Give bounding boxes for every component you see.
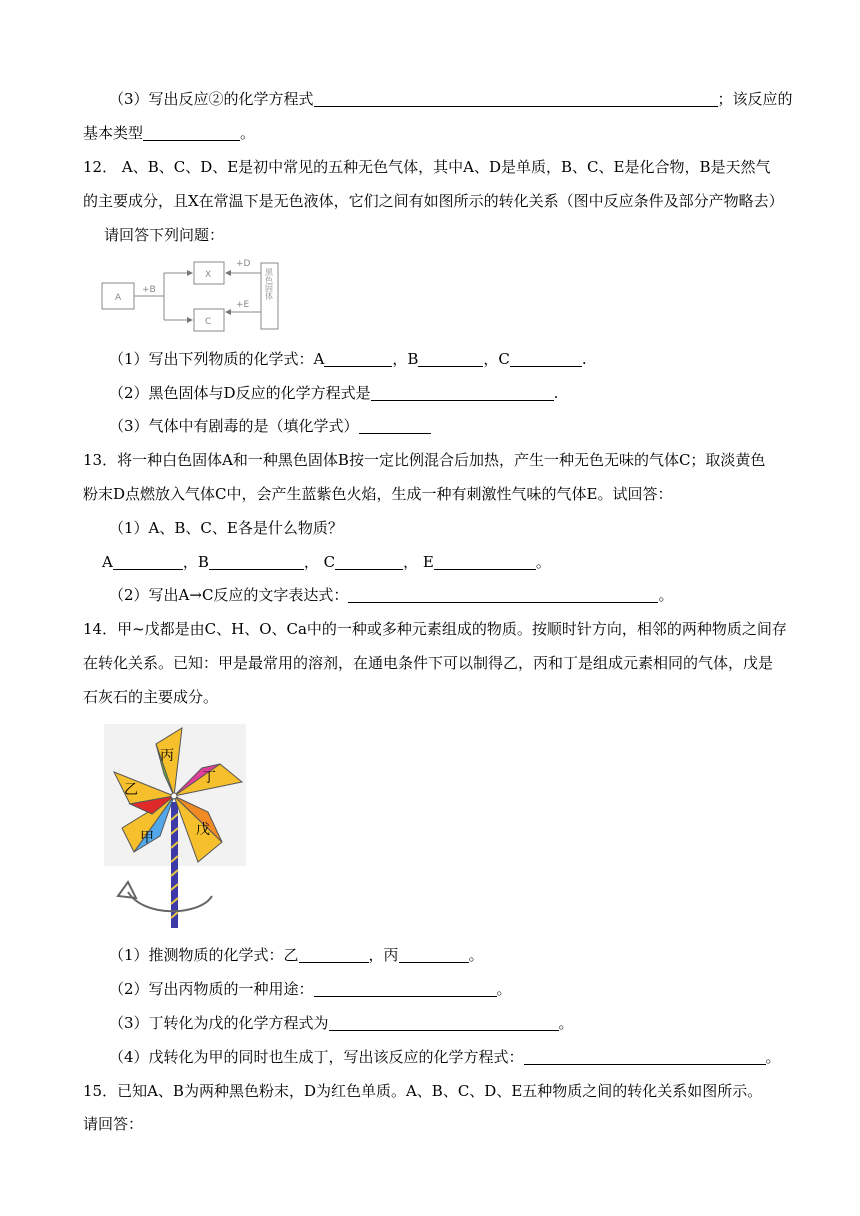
q13-p2	[109, 585, 673, 605]
q14-p1	[109, 945, 484, 965]
q13-answers	[102, 552, 551, 572]
q12-p3	[109, 416, 431, 436]
q14-p4-end: 。	[765, 1048, 781, 1066]
q12-p2-blank[interactable]	[371, 384, 554, 401]
q11-type-end: 。	[240, 124, 256, 142]
q13-p2-blank[interactable]	[348, 586, 658, 603]
q13-p2-end: 。	[658, 586, 674, 604]
q12-p2	[109, 383, 558, 403]
q12-p3-blank[interactable]	[359, 417, 431, 434]
q12-c-label: ，C	[483, 350, 510, 368]
plus-d-label: +D	[236, 259, 251, 269]
q11-part3-tail: ；该反应的	[717, 90, 793, 108]
label-wu: 戊	[196, 822, 210, 838]
label-yi: 乙	[124, 782, 138, 798]
q14-stem-line1: 14．甲~戊都是由C、H、O、Ca中的一种或多种元素组成的物质。按顺时针方向，相邻的两种物质之间存	[83, 620, 787, 638]
box-c-label: C	[205, 317, 212, 327]
q12-conversion-diagram	[98, 250, 288, 334]
q14-p1-text: （1）推测物质的化学式：乙	[109, 946, 299, 964]
q12-c-blank[interactable]	[510, 350, 582, 367]
q14-stem-line3: 石灰石的主要成分。	[83, 688, 219, 706]
q12-p1	[109, 349, 587, 369]
label-ding: 丁	[202, 770, 216, 786]
q13-c-blank[interactable]	[335, 553, 403, 570]
q14-p4-blank[interactable]	[524, 1048, 766, 1065]
q13-a-blank[interactable]	[113, 553, 183, 570]
q13-c-label: ， C	[303, 553, 336, 571]
q14-p2-end: 。	[496, 980, 512, 998]
q14-p1-end: 。	[468, 946, 484, 964]
plus-b-label: +B	[142, 285, 156, 295]
q13-p1: （1）A、B、C、E各是什么物质？	[109, 519, 343, 537]
q12-a-blank[interactable]	[324, 350, 392, 367]
box-a-label: A	[115, 293, 122, 303]
q12-p2-text: （2）黑色固体与D反应的化学方程式是	[109, 384, 371, 402]
label-bing: 丙	[160, 748, 174, 764]
black-solid-label: 黑色固体	[264, 268, 274, 300]
q11-eq-blank[interactable]	[314, 90, 718, 107]
q13-e-label: ， E	[403, 553, 434, 571]
q14-p4-text: （4）戊转化为甲的同时也生成丁，写出该反应的化学方程式：	[109, 1048, 524, 1066]
q13-answers-end: 。	[535, 553, 551, 571]
q11-part3-line2	[83, 123, 255, 143]
q15-stem-line1: 15．已知A、B为两种黑色粉末，D为红色单质。A、B、C、D、E五种物质之间的转化关系如图所示。	[83, 1082, 763, 1100]
q13-p2-text: （2）写出A→C反应的文字表达式：	[109, 586, 349, 604]
q14-yi-blank[interactable]	[299, 946, 369, 963]
q13-b-blank[interactable]	[209, 553, 304, 570]
plus-e-label: +E	[236, 300, 250, 310]
rotation-arrow-icon	[128, 892, 212, 911]
q14-bing-blank[interactable]	[399, 946, 469, 963]
q13-a-label: A	[102, 553, 113, 571]
q14-p1-mid: ，丙	[368, 946, 399, 964]
q14-p2	[109, 979, 512, 999]
q15-stem-line2: 请回答：	[83, 1115, 144, 1133]
q14-p3-end: 。	[558, 1014, 574, 1032]
q12-p1-end: .	[581, 350, 587, 368]
q14-p3-blank[interactable]	[329, 1014, 559, 1031]
q11-part3-line1	[109, 89, 793, 109]
label-jia: 甲	[140, 830, 154, 846]
q12-p3-text: （3）气体中有剧毒的是（填化学式）	[109, 417, 359, 435]
q12-stem-line1: 12． A、B、C、D、E是初中常见的五种无色气体，其中A、D是单质，B、C、E是化合物，B是天然气	[83, 158, 771, 176]
q14-p2-blank[interactable]	[314, 980, 497, 997]
q12-p2-end: .	[553, 384, 559, 402]
q12-b-blank[interactable]	[418, 350, 483, 367]
q12-p1-text: （1）写出下列物质的化学式：A	[109, 350, 325, 368]
q14-p3	[109, 1013, 574, 1033]
q14-p3-text: （3）丁转化为戊的化学方程式为	[109, 1014, 329, 1032]
q13-stem-line1: 13．将一种白色固体A和一种黑色固体B按一定比例混合后加热，产生一种无色无味的气体C；取淡黄色	[83, 451, 766, 469]
q13-b-label: ，B	[182, 553, 209, 571]
q14-stem-line2: 在转化关系。已知：甲是最常用的溶剂，在通电条件下可以制得乙，丙和丁是组成元素相同的气体，戊是	[83, 654, 774, 672]
q11-part3-text: （3）写出反应②的化学方程式	[109, 90, 314, 108]
q11-type-label: 基本类型	[83, 124, 144, 142]
q11-type-blank[interactable]	[143, 124, 240, 141]
q13-stem-line2: 粉末D点燃放入气体C中，会产生蓝紫色火焰，生成一种有刺激性气味的气体E。试回答：	[83, 485, 673, 503]
q12-stem-line3: 请回答下列问题：	[104, 226, 225, 244]
q14-p2-text: （2）写出丙物质的一种用途：	[109, 980, 314, 998]
q13-e-blank[interactable]	[434, 553, 536, 570]
q12-stem-line2: 的主要成分，且X在常温下是无色液体，它们之间有如图所示的转化关系（图中反应条件及部分产物略去）	[83, 192, 784, 210]
box-x-label: X	[205, 270, 212, 280]
pinwheel-figure	[104, 724, 246, 930]
q14-p4	[109, 1047, 781, 1067]
q12-b-label: ，B	[392, 350, 419, 368]
